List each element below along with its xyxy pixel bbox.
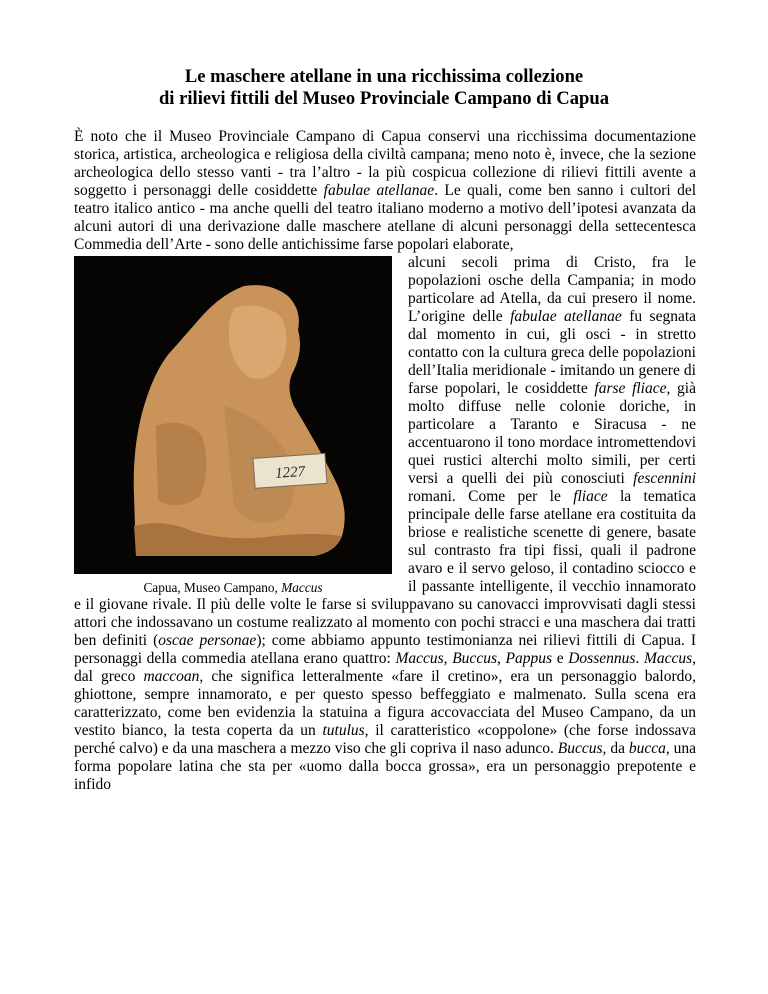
text-run: alcuni secoli prima di Cristo, fra le popolazioni osche della Campania; in modo particolare ad Atella, da cui presero il nome. L’origine delle [408, 254, 696, 325]
text-run: , che significa letteralmente «fare il cretino», era un personaggio balordo, ghiottone, sempre innamorato, e per questo spesso beffeggiato e malmenato. Sulla scena era caratterizzato, come ben evidenzia la statuina a figura accovacciata del Museo Campano, da un vestito bianco, la testa coperta da un [74, 668, 696, 739]
text-run: , dal greco [74, 650, 697, 685]
italic-term: fescennini [633, 470, 696, 487]
text-run: , una forma popolare latina che sta per «uomo dalla bocca grossa», era un personaggio prepotente e infido [74, 740, 696, 793]
title-line-1: Le maschere atellane in una ricchissima collezione [184, 66, 584, 87]
page-title [0, 66, 768, 110]
italic-term: Buccus [452, 650, 497, 667]
italic-term: Buccus, [557, 740, 607, 757]
text-run: da [606, 740, 629, 757]
italic-term: farse fliace [594, 380, 667, 397]
text-run: fu segnata dal momento in cui, gli osci - in stretto contatto con la cultura greca delle popolazioni dell’Italia meridionale - imitando un genere di farse popolari, le cosiddette [408, 308, 697, 397]
text-run: e [552, 650, 569, 667]
text-run: romani. Come per le [408, 488, 574, 505]
text-run: . [635, 650, 644, 667]
figure-caption [74, 580, 392, 596]
text-run: la tematica principale delle farse atellane era costituita da briose e realistiche scenette di genere, basate sul contrasto fra tipi fissi, quali il padrone avaro e il servo geloso, il contadino sciocco e il passante intelligente, il vecchio innamorato e il giovane rivale. Il più delle volte le farse si sviluppavano su canovacci improvvisati dagli stessi attori che indossavano un costume realizzato al momento con pochi stracci e una maschera dai tratti ben definiti ( [74, 488, 697, 649]
italic-term: Dossennus [568, 650, 636, 667]
text-run: ); come abbiamo appunto testimonianza nei rilievi fittili di Capua. I personaggi della commedia atellana erano quattro: [74, 632, 696, 667]
italic-term: oscae personae [158, 632, 257, 649]
inventory-label-text: 1227 [274, 463, 306, 482]
italic-term: Maccus [643, 650, 693, 667]
text-run: , [496, 650, 506, 667]
article-body [74, 128, 696, 794]
italic-term: tutulus [322, 722, 365, 739]
italic-term: fabulae atellanae [323, 182, 435, 199]
title-line-2: di rilievi fittili del Museo Provinciale Campano di Capua [158, 88, 610, 109]
caption-italic: Maccus [281, 580, 323, 595]
italic-term: Pappus [505, 650, 553, 667]
italic-term: Maccus [395, 650, 444, 667]
text-run: . Le quali, come ben sanno i cultori del teatro italico antico - ma anche quelli del teatro italiano moderno a motivo dell’ipotesi avanzata da alcuni autori di una derivazione dalle maschere atellane di alcuni personaggi della settecentesca Commedia dell’Arte - sono delle antichissime farse popolari elaborate, [74, 182, 697, 253]
text-run: , il caratteristico «coppolone» (che forse indossava perché calvo) e da una maschera a mezzo viso che gli copriva il naso adunco. [74, 722, 696, 757]
italic-term: fabulae atellanae [510, 308, 622, 325]
text-run: È noto che il Museo Provinciale Campano di Capua conservi una ricchissima documentazione storica, artistica, archeologica e religiosa della civiltà campana; meno noto è, invece, che la sezione archeologica dello stesso vanti - tra l’altro - la più cospicua collezione di rilievi fittili avente a soggetto i personaggi delle cosiddette [74, 128, 696, 199]
italic-term: maccoan [143, 668, 200, 685]
maccus-terracotta-image [74, 256, 392, 574]
text-run: , già molto diffuse nelle colonie doriche, in particolare a Taranto e Siracusa - ne accentuarono il tono mordace intromettendovi quei rustici alterchi molto simili, per certi versi a quelli dei più conosciuti [408, 380, 696, 487]
italic-term: bucca [628, 740, 666, 757]
text-run: , [443, 650, 453, 667]
paragraph-intro [74, 128, 696, 254]
italic-term: fliace [573, 488, 608, 505]
caption-text: Capua, Museo Campano, [143, 580, 282, 595]
figure [74, 256, 392, 596]
